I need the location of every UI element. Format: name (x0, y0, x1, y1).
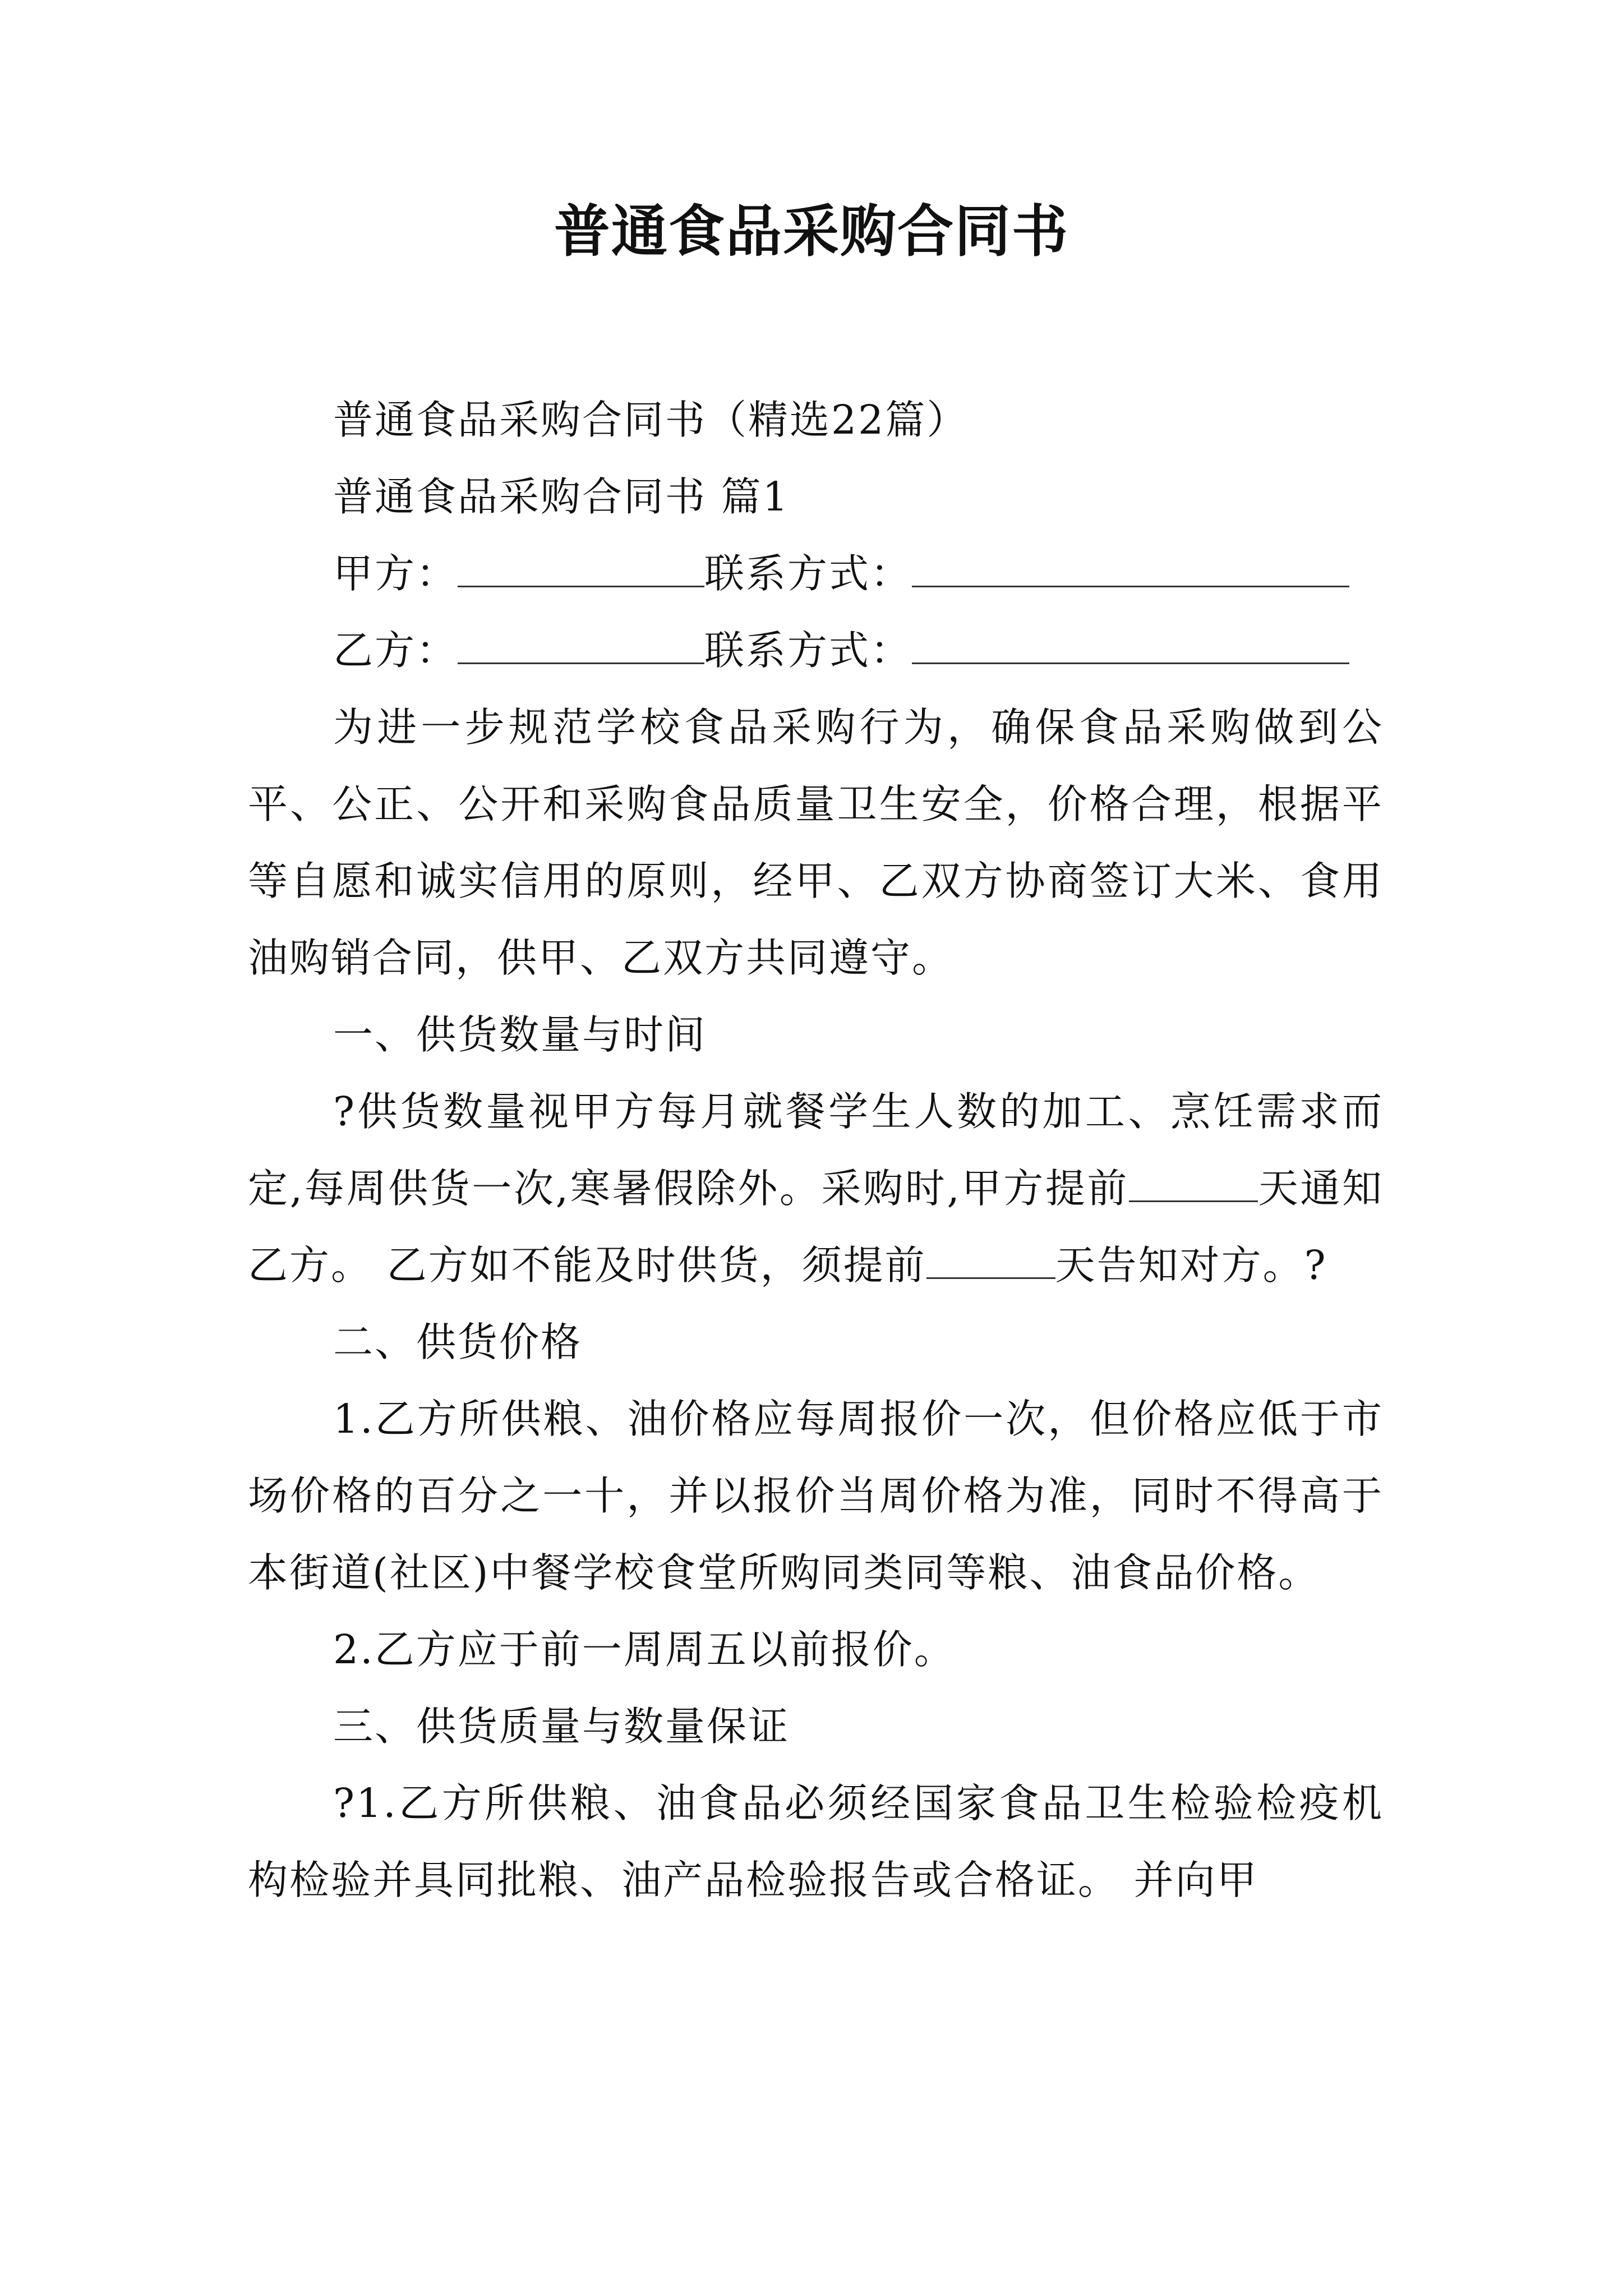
party-b-name-blank (458, 627, 704, 664)
section2-heading: 二、供货价格 (333, 1319, 583, 1365)
party-a-contact-blank (912, 550, 1349, 587)
section1-paragraph (248, 1073, 1384, 1304)
document-subtitle: 普通食品采购合同书（精选22篇） (333, 397, 969, 443)
section1-heading: 一、供货数量与时间 (333, 1011, 707, 1058)
section1-text-part1: ?供货数量视甲方每月就餐学生人数的加工、烹饪需求而定,每周供货一次,寒暑假除外。采购时,甲方提前 (248, 1088, 1384, 1212)
document-title: 普通食品采购合同书 (554, 198, 1069, 264)
section1-text-part3: 天告知对方。? (1055, 1242, 1327, 1289)
party-a-contact-label: 联系方式： (704, 550, 912, 597)
article-heading: 普通食品采购合同书 篇1 (333, 473, 790, 520)
section1-text-part2: 天通知乙方。 乙方如不能及时供货，须提前 (248, 1165, 1384, 1289)
advance-days-blank (926, 1241, 1055, 1279)
document-body (248, 381, 1384, 1918)
party-a-line (248, 535, 1384, 612)
section2-item2: 2.乙方应于前一周周五以前报价。 (333, 1626, 956, 1673)
party-a-name-blank (458, 550, 704, 587)
section3-item1: ?1.乙方所供粮、油食品必须经国家食品卫生检验检疫机构检验并具同批粮、油产品检验报告或合格证。 并向甲 (248, 1780, 1384, 1903)
party-b-line (248, 612, 1384, 689)
party-b-contact-blank (912, 627, 1349, 664)
section3-heading: 三、供货质量与数量保证 (333, 1703, 790, 1750)
section2-item1: 1.乙方所供粮、油价格应每周报价一次，但价格应低于市场价格的百分之一十，并以报价当周价格为准，同时不得高于本街道(社区)中餐学校食堂所购同类同等粮、油食品价格。 (248, 1396, 1384, 1596)
intro-paragraph: 为进一步规范学校食品采购行为，确保食品采购做到公平、公正、公开和采购食品质量卫生安全，价格合理，根据平等自愿和诚实信用的原则，经甲、乙双方协商签订大米、食用油购销合同，供甲、乙双方共同遵守。 (248, 704, 1384, 981)
notify-days-blank (1129, 1165, 1258, 1202)
party-b-contact-label: 联系方式： (704, 627, 912, 674)
party-a-label: 甲方： (333, 550, 458, 597)
party-b-label: 乙方： (333, 627, 458, 674)
